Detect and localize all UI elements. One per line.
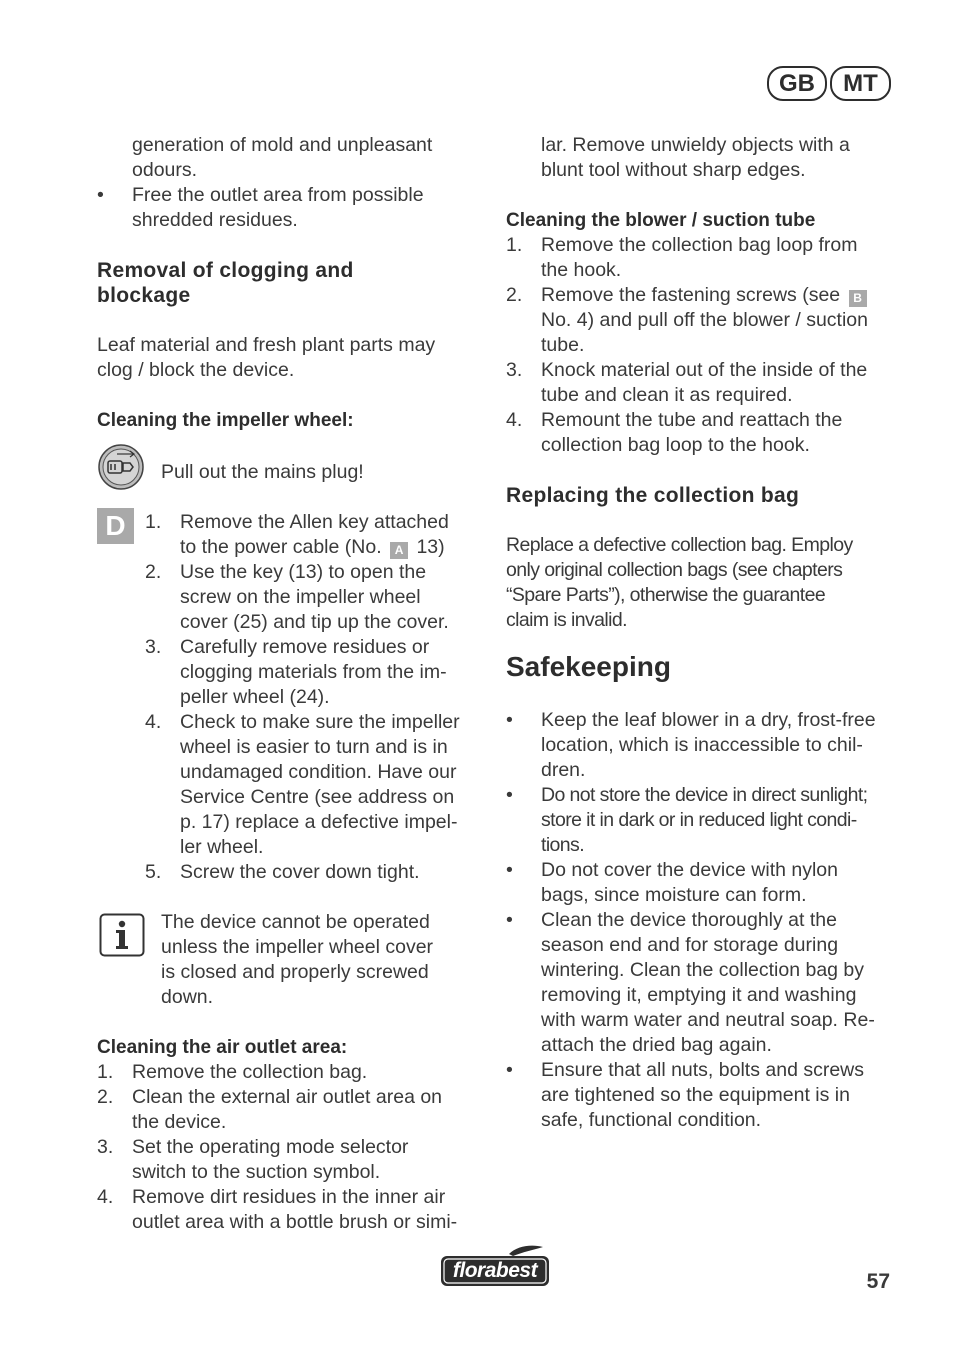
list-item xyxy=(145,710,480,860)
figure-ref-a: A xyxy=(390,542,408,559)
text-line: bags, since moisture can form. xyxy=(541,884,807,906)
text-line: Leaf material and fresh plant parts may xyxy=(97,334,436,356)
text-line: Do not cover the device with nylon xyxy=(541,859,838,881)
step-number: 1. xyxy=(97,1061,114,1083)
collection-bag-paragraph xyxy=(506,533,892,633)
step-number: 2. xyxy=(145,561,162,583)
text-line-with-ref xyxy=(541,283,892,308)
text-line: claim is invalid. xyxy=(506,609,627,631)
text-line: Keep the leaf blower in a dry, frost-free xyxy=(541,709,876,731)
heading-tube: Cleaning the blower / suction tube xyxy=(506,210,816,231)
text-line: cover (25) and tip up the cover. xyxy=(180,611,449,633)
heading-air-outlet: Cleaning the air outlet area: xyxy=(97,1037,348,1058)
text-line: shredded residues. xyxy=(132,209,298,231)
text-line: Remove the Allen key attached xyxy=(180,511,449,533)
text-line: clog / block the device. xyxy=(97,359,295,381)
list-item xyxy=(145,860,480,885)
text-line: peller wheel (24). xyxy=(180,686,330,708)
text-line: Knock material out of the inside of the xyxy=(541,359,868,381)
info-note xyxy=(161,910,481,1010)
list-item xyxy=(97,1185,482,1235)
logo-text: florabest xyxy=(452,1259,538,1282)
text-line: Remove the collection bag. xyxy=(132,1061,368,1083)
text-line: removing it, emptying it and washing xyxy=(541,984,857,1006)
text-fragment: to the power cable (No. xyxy=(180,536,388,558)
text-line: screw on the impeller wheel xyxy=(180,586,421,608)
heading-safekeeping: Safekeeping xyxy=(506,651,671,682)
list-item xyxy=(145,635,480,710)
list-item xyxy=(506,233,892,283)
text-line: undamaged condition. Have our xyxy=(180,761,457,783)
text-line: Carefully remove residues or xyxy=(180,636,430,658)
text-line: The device cannot be operated xyxy=(161,911,430,933)
text-line: blunt tool without sharp edges. xyxy=(541,159,806,181)
step-number: 4. xyxy=(506,409,523,431)
text-line: wheel is easier to turn and is in xyxy=(180,736,448,758)
list-item xyxy=(506,908,892,1058)
text-line: generation of mold and unpleasant xyxy=(132,134,433,156)
left-column xyxy=(97,133,479,433)
text-line: “Spare Parts”), otherwise the guarantee xyxy=(506,584,826,606)
list-item xyxy=(506,1058,892,1133)
text-line: Remount the tube and reattach the xyxy=(541,409,843,431)
intro-continuation xyxy=(97,133,479,183)
list-item xyxy=(506,858,892,908)
heading-line: blockage xyxy=(97,284,191,307)
text-line: ler wheel. xyxy=(180,836,264,858)
step-number: 4. xyxy=(97,1186,114,1208)
text-line: is closed and properly screwed xyxy=(161,961,429,983)
text-line: collection bag loop to the hook. xyxy=(541,434,810,456)
step-number: 3. xyxy=(506,359,523,381)
step-number: 1. xyxy=(145,511,162,533)
step-number: 5. xyxy=(145,861,162,883)
text-line: are tightened so the equipment is in xyxy=(541,1084,850,1106)
list-item xyxy=(506,708,892,783)
text-line: attach the dried bag again. xyxy=(541,1034,772,1056)
text-line: clogging materials from the im- xyxy=(180,661,447,683)
text-line: tions. xyxy=(541,834,585,856)
text-line: Clean the device thoroughly at the xyxy=(541,909,837,931)
bullet-glyph: • xyxy=(506,784,513,806)
list-item xyxy=(97,1085,482,1135)
text-line: Set the operating mode selector xyxy=(132,1136,409,1158)
step-number: 3. xyxy=(145,636,162,658)
lang-badge-gb: GB xyxy=(767,66,827,101)
heading-impeller: Cleaning the impeller wheel: xyxy=(97,410,354,431)
text-line: only original collection bags (see chapters xyxy=(506,559,843,581)
text-line: location, which is inaccessible to chil- xyxy=(541,734,863,756)
text-line: Free the outlet area from possible xyxy=(132,184,424,206)
text-line: outlet area with a bottle brush or simi- xyxy=(132,1211,458,1233)
right-column xyxy=(506,133,892,1133)
step-number: 4. xyxy=(145,711,162,733)
figure-d-badge: D xyxy=(97,508,134,544)
text-line: Do not store the device in direct sunlight; xyxy=(541,784,868,806)
text-line: down. xyxy=(161,986,214,1008)
list-item xyxy=(145,560,480,635)
text-line: the device. xyxy=(132,1111,227,1133)
florabest-logo xyxy=(439,1244,551,1290)
text-line: No. 4) and pull off the blower / suction xyxy=(541,309,868,331)
continuation-text xyxy=(506,133,892,183)
text-line: Remove dirt residues in the inner air xyxy=(132,1186,446,1208)
text-line: wintering. Clean the collection bag by xyxy=(541,959,865,981)
text-line: switch to the suction symbol. xyxy=(132,1161,381,1183)
list-item xyxy=(97,1060,482,1085)
bullet-glyph: • xyxy=(506,709,513,731)
text-line: Use the key (13) to open the xyxy=(180,561,427,583)
bullet-glyph: • xyxy=(506,909,513,931)
text-line: season end and for storage during xyxy=(541,934,839,956)
text-line: safe, functional condition. xyxy=(541,1109,762,1131)
text-line: the hook. xyxy=(541,259,622,281)
text-line: tube. xyxy=(541,334,585,356)
bullet-glyph: • xyxy=(97,184,104,206)
text-line: Replace a defective collection bag. Employ xyxy=(506,534,853,556)
page-number: 57 xyxy=(866,1270,890,1293)
text-line-with-ref xyxy=(180,535,480,560)
info-icon xyxy=(99,913,145,957)
list-item xyxy=(506,408,892,458)
text-line: dren. xyxy=(541,759,586,781)
heading-collection-bag: Replacing the collection bag xyxy=(506,484,800,507)
impeller-steps-list xyxy=(145,510,480,885)
figure-ref-b: B xyxy=(849,290,867,307)
text-line: Screw the cover down tight. xyxy=(180,861,420,883)
text-line: Remove the collection bag loop from xyxy=(541,234,858,256)
text-line: Clean the external air outlet area on xyxy=(132,1086,443,1108)
air-outlet-section xyxy=(97,1035,482,1235)
text-line: store it in dark or in reduced light condi- xyxy=(541,809,857,831)
text-line: p. 17) replace a defective impel- xyxy=(180,811,458,833)
list-item xyxy=(506,358,892,408)
text-line: unless the impeller wheel cover xyxy=(161,936,434,958)
clogging-paragraph xyxy=(97,333,479,383)
text-line: tube and clean it as required. xyxy=(541,384,793,406)
bullet-glyph: • xyxy=(506,859,513,881)
heading-clogging xyxy=(97,258,479,308)
text-line: Service Centre (see address on xyxy=(180,786,455,808)
step-number: 2. xyxy=(97,1086,114,1108)
step-number: 3. xyxy=(97,1136,114,1158)
text-line: with warm water and neutral soap. Re- xyxy=(541,1009,875,1031)
text-fragment: Remove the fastening screws (see xyxy=(541,284,846,306)
list-item xyxy=(145,510,480,560)
lang-badge-mt: MT xyxy=(830,66,891,101)
list-item xyxy=(506,783,892,858)
list-item xyxy=(97,1135,482,1185)
bullet-glyph: • xyxy=(506,1059,513,1081)
plug-icon xyxy=(97,443,145,491)
plug-warning-text: Pull out the mains plug! xyxy=(161,461,364,483)
heading-line: Removal of clogging and xyxy=(97,259,354,282)
step-number: 2. xyxy=(506,284,523,306)
text-line: Ensure that all nuts, bolts and screws xyxy=(541,1059,864,1081)
list-item xyxy=(506,283,892,358)
step-number: 1. xyxy=(506,234,523,256)
text-line: Check to make sure the impeller xyxy=(180,711,460,733)
text-line: odours. xyxy=(132,159,198,181)
list-item xyxy=(97,183,479,233)
text-fragment: 13) xyxy=(411,536,445,558)
text-line: lar. Remove unwieldy objects with a xyxy=(541,134,850,156)
